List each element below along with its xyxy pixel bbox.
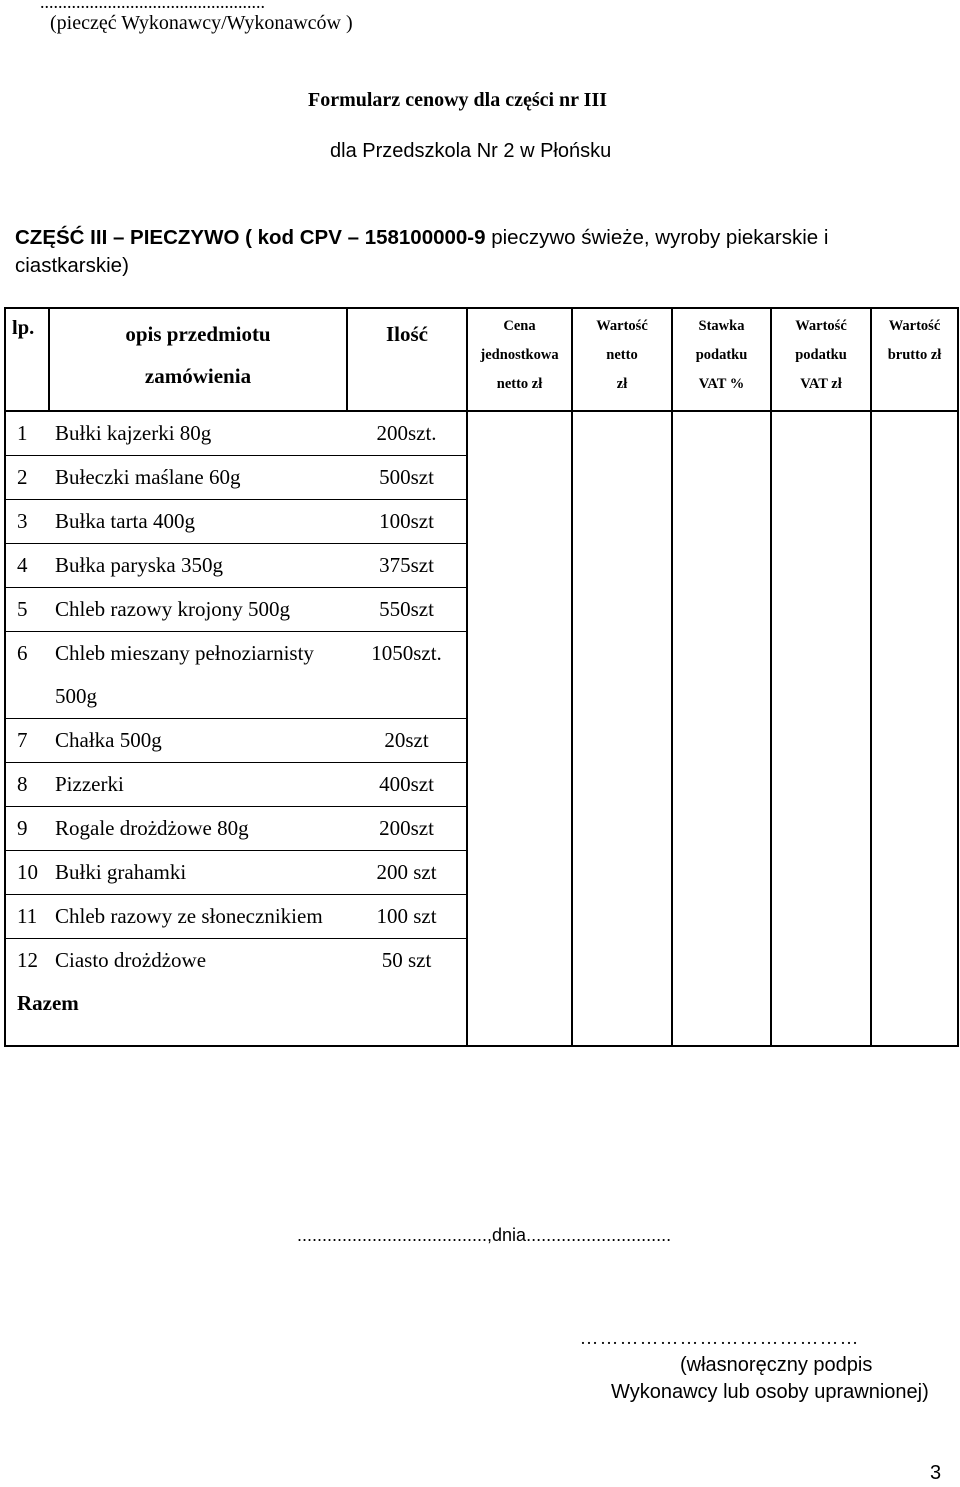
- section-title-rest: pieczywo świeże, wyroby piekarskie i ciastkarskie): [15, 226, 829, 277]
- row-description: Bułeczki maślane 60g: [55, 465, 241, 489]
- row-unit-price: [467, 632, 572, 719]
- header-vat-rate-line2: podatku: [695, 347, 748, 363]
- row-net-value: [572, 807, 672, 851]
- row-lp-cell: [5, 895, 49, 939]
- signature-caption-line1: (własnoręczny podpis: [680, 1354, 873, 1376]
- page-number: 3: [930, 1462, 942, 1484]
- row-description-cell: [49, 895, 347, 939]
- header-gross-value-line1: Wartość: [888, 318, 941, 334]
- row-lp: 4: [17, 553, 28, 577]
- header-description-line2: zamówienia: [144, 364, 252, 388]
- table-row: [5, 632, 958, 719]
- row-gross-value: [871, 411, 958, 456]
- row-description: Bułka tarta 400g: [55, 509, 195, 533]
- header-lp: [5, 308, 49, 411]
- row-net-value: [572, 719, 672, 763]
- row-gross-value: [871, 719, 958, 763]
- table-header-row: [5, 308, 958, 411]
- header-unit-price-line1: Cena: [503, 318, 536, 334]
- header-net-value-line2: netto: [606, 347, 638, 363]
- stamp-dots: ..................................................: [40, 0, 265, 12]
- row-lp-cell: [5, 544, 49, 588]
- row-lp-cell: [5, 719, 49, 763]
- total-gross-value: [871, 982, 958, 1046]
- header-net-value-line1: Wartość: [596, 318, 648, 334]
- row-quantity: 100 szt: [376, 904, 437, 928]
- total-vat-value: [771, 982, 871, 1046]
- total-net-value: [572, 982, 672, 1046]
- row-description-cell: [49, 632, 347, 719]
- row-description-cell: [49, 851, 347, 895]
- row-lp: 7: [17, 728, 28, 752]
- row-unit-price: [467, 456, 572, 500]
- row-description: Chleb razowy krojony 500g: [55, 597, 291, 621]
- header-lp-label: lp.: [12, 317, 35, 339]
- table-row: [5, 411, 958, 456]
- row-quantity: 200szt.: [376, 421, 437, 445]
- row-quantity: 50 szt: [381, 948, 432, 972]
- form-title: Formularz cenowy dla części nr III: [308, 89, 608, 111]
- table-row: [5, 456, 958, 500]
- row-vat-value: [771, 411, 871, 456]
- header-description-line1: opis przedmiotu: [125, 322, 271, 346]
- row-description: Bułki kajzerki 80g: [55, 421, 212, 445]
- row-net-value: [572, 500, 672, 544]
- row-vat-rate: [672, 895, 771, 939]
- header-vat-value-line3: VAT zł: [800, 376, 842, 392]
- table-row: [5, 939, 958, 983]
- section-title: [15, 224, 945, 280]
- row-quantity: 1050szt.: [371, 641, 442, 665]
- row-description: Ciasto drożdżowe: [55, 948, 207, 972]
- row-description-cell: [49, 939, 347, 983]
- row-lp-cell: [5, 588, 49, 632]
- table-row: [5, 763, 958, 807]
- header-vat-value-label: [772, 309, 870, 399]
- header-gross-value: [871, 308, 958, 411]
- table-row: [5, 719, 958, 763]
- row-lp: 5: [17, 597, 28, 621]
- row-quantity-cell: [347, 719, 467, 763]
- row-lp-cell: [5, 632, 49, 719]
- row-description-cell: [49, 807, 347, 851]
- row-vat-value: [771, 851, 871, 895]
- header-quantity-label: Ilość: [386, 322, 428, 346]
- row-net-value: [572, 544, 672, 588]
- row-unit-price: [467, 851, 572, 895]
- row-lp-cell: [5, 939, 49, 983]
- row-vat-value: [771, 632, 871, 719]
- row-quantity: 100szt: [379, 509, 434, 533]
- row-gross-value: [871, 763, 958, 807]
- row-lp-cell: [5, 807, 49, 851]
- row-description-cell: [49, 544, 347, 588]
- row-quantity-cell: [347, 632, 467, 719]
- row-gross-value: [871, 807, 958, 851]
- row-net-value: [572, 588, 672, 632]
- header-vat-value: [771, 308, 871, 411]
- row-vat-rate: [672, 807, 771, 851]
- row-vat-rate: [672, 456, 771, 500]
- row-vat-value: [771, 807, 871, 851]
- row-description-cell: [49, 500, 347, 544]
- table-row: [5, 895, 958, 939]
- row-vat-rate: [672, 939, 771, 983]
- header-unit-price-line3: netto zł: [496, 376, 543, 392]
- header-unit-price: [467, 308, 572, 411]
- row-lp: 8: [17, 772, 28, 796]
- row-quantity: 550szt: [379, 597, 434, 621]
- row-net-value: [572, 763, 672, 807]
- row-unit-price: [467, 411, 572, 456]
- header-net-value: [572, 308, 672, 411]
- row-vat-value: [771, 544, 871, 588]
- row-quantity: 20szt: [384, 728, 429, 752]
- signature-caption-line2: Wykonawcy lub osoby uprawnionej): [611, 1381, 929, 1403]
- row-gross-value: [871, 851, 958, 895]
- row-lp: 10: [17, 860, 38, 884]
- row-description-cell: [49, 411, 347, 456]
- row-quantity-cell: [347, 851, 467, 895]
- row-vat-rate: [672, 544, 771, 588]
- row-lp: 12: [17, 948, 38, 972]
- form-subtitle: dla Przedszkola Nr 2 w Płońsku: [330, 140, 612, 162]
- table-row: [5, 500, 958, 544]
- row-vat-rate: [672, 851, 771, 895]
- price-table: [4, 307, 959, 1047]
- row-unit-price: [467, 939, 572, 983]
- row-lp-cell: [5, 411, 49, 456]
- row-quantity-cell: [347, 895, 467, 939]
- row-lp: 6: [17, 641, 28, 665]
- row-description-cell: [49, 456, 347, 500]
- row-lp-cell: [5, 456, 49, 500]
- section-title-bold: CZĘŚĆ III – PIECZYWO ( kod CPV – 158100000-9: [15, 226, 486, 249]
- row-lp-cell: [5, 763, 49, 807]
- row-description: Bułki grahamki: [55, 860, 187, 884]
- row-vat-rate: [672, 588, 771, 632]
- row-description: Pizzerki: [55, 772, 124, 796]
- row-unit-price: [467, 544, 572, 588]
- table-row: [5, 588, 958, 632]
- header-gross-value-line2: brutto zł: [887, 347, 942, 363]
- row-unit-price: [467, 500, 572, 544]
- row-net-value: [572, 939, 672, 983]
- row-quantity-cell: [347, 544, 467, 588]
- row-unit-price: [467, 588, 572, 632]
- table-row: [5, 544, 958, 588]
- header-quantity: [347, 308, 467, 411]
- row-lp-cell: [5, 500, 49, 544]
- row-unit-price: [467, 807, 572, 851]
- row-description: Chleb razowy ze słonecznikiem: [55, 904, 323, 928]
- header-net-value-label: [573, 309, 671, 399]
- row-vat-value: [771, 895, 871, 939]
- row-gross-value: [871, 632, 958, 719]
- row-description-cell: [49, 763, 347, 807]
- stamp-caption: (pieczęć Wykonawcy/Wykonawców ): [50, 12, 353, 34]
- header-vat-rate-label: [673, 309, 770, 399]
- header-unit-price-line2: jednostkowa: [480, 347, 559, 363]
- header-unit-price-label: [468, 309, 571, 399]
- header-vat-value-line1: Wartość: [795, 318, 847, 334]
- row-vat-rate: [672, 500, 771, 544]
- row-vat-value: [771, 763, 871, 807]
- row-quantity-cell: [347, 500, 467, 544]
- row-quantity: 375szt: [379, 553, 434, 577]
- row-unit-price: [467, 895, 572, 939]
- row-lp: 9: [17, 816, 28, 840]
- row-quantity-cell: [347, 456, 467, 500]
- row-quantity-cell: [347, 763, 467, 807]
- header-net-value-line3: zł: [616, 376, 628, 392]
- row-gross-value: [871, 456, 958, 500]
- row-quantity: 200 szt: [376, 860, 437, 884]
- row-quantity-cell: [347, 588, 467, 632]
- row-description-cell: [49, 588, 347, 632]
- row-vat-value: [771, 500, 871, 544]
- header-vat-rate-line1: Stawka: [698, 318, 745, 334]
- row-gross-value: [871, 939, 958, 983]
- row-net-value: [572, 851, 672, 895]
- row-vat-value: [771, 719, 871, 763]
- row-lp-cell: [5, 851, 49, 895]
- row-gross-value: [871, 895, 958, 939]
- row-quantity: 500szt: [379, 465, 434, 489]
- row-vat-value: [771, 456, 871, 500]
- row-quantity-cell: [347, 807, 467, 851]
- row-gross-value: [871, 588, 958, 632]
- table-row: [5, 807, 958, 851]
- table-row: [5, 851, 958, 895]
- row-gross-value: [871, 544, 958, 588]
- row-quantity-cell: [347, 411, 467, 456]
- date-line: ......................................,dnia.............................: [297, 1225, 672, 1245]
- row-net-value: [572, 895, 672, 939]
- row-vat-value: [771, 588, 871, 632]
- row-unit-price: [467, 719, 572, 763]
- signature-dots: ……………………………………: [580, 1328, 860, 1348]
- row-lp: 3: [17, 509, 28, 533]
- row-vat-rate: [672, 763, 771, 807]
- row-quantity: 400szt: [379, 772, 434, 796]
- total-unit-price: [467, 982, 572, 1046]
- row-description: Rogale drożdżowe 80g: [55, 816, 249, 840]
- table-body: [5, 411, 958, 982]
- row-vat-rate: [672, 719, 771, 763]
- row-description-cell: [49, 719, 347, 763]
- row-net-value: [572, 411, 672, 456]
- row-lp: 1: [17, 421, 28, 445]
- row-vat-rate: [672, 411, 771, 456]
- row-vat-rate: [672, 632, 771, 719]
- row-net-value: [572, 456, 672, 500]
- row-lp: 2: [17, 465, 28, 489]
- row-gross-value: [871, 500, 958, 544]
- total-label-cell: [5, 982, 467, 1046]
- row-vat-value: [771, 939, 871, 983]
- total-label: Razem: [17, 991, 79, 1015]
- row-quantity: 200szt: [379, 816, 434, 840]
- row-description: Chałka 500g: [55, 728, 162, 752]
- header-description: [49, 308, 347, 411]
- row-quantity-cell: [347, 939, 467, 983]
- row-net-value: [572, 632, 672, 719]
- total-vat-rate: [672, 982, 771, 1046]
- row-description: Chleb mieszany pełnoziarnisty 500g: [55, 641, 314, 708]
- header-vat-rate: [672, 308, 771, 411]
- header-vat-rate-line3: VAT %: [698, 376, 745, 392]
- row-description: Bułka paryska 350g: [55, 553, 223, 577]
- header-vat-value-line2: podatku: [795, 347, 847, 363]
- row-unit-price: [467, 763, 572, 807]
- row-lp: 11: [17, 904, 38, 928]
- header-gross-value-label: [872, 309, 957, 370]
- total-row: [5, 982, 958, 1046]
